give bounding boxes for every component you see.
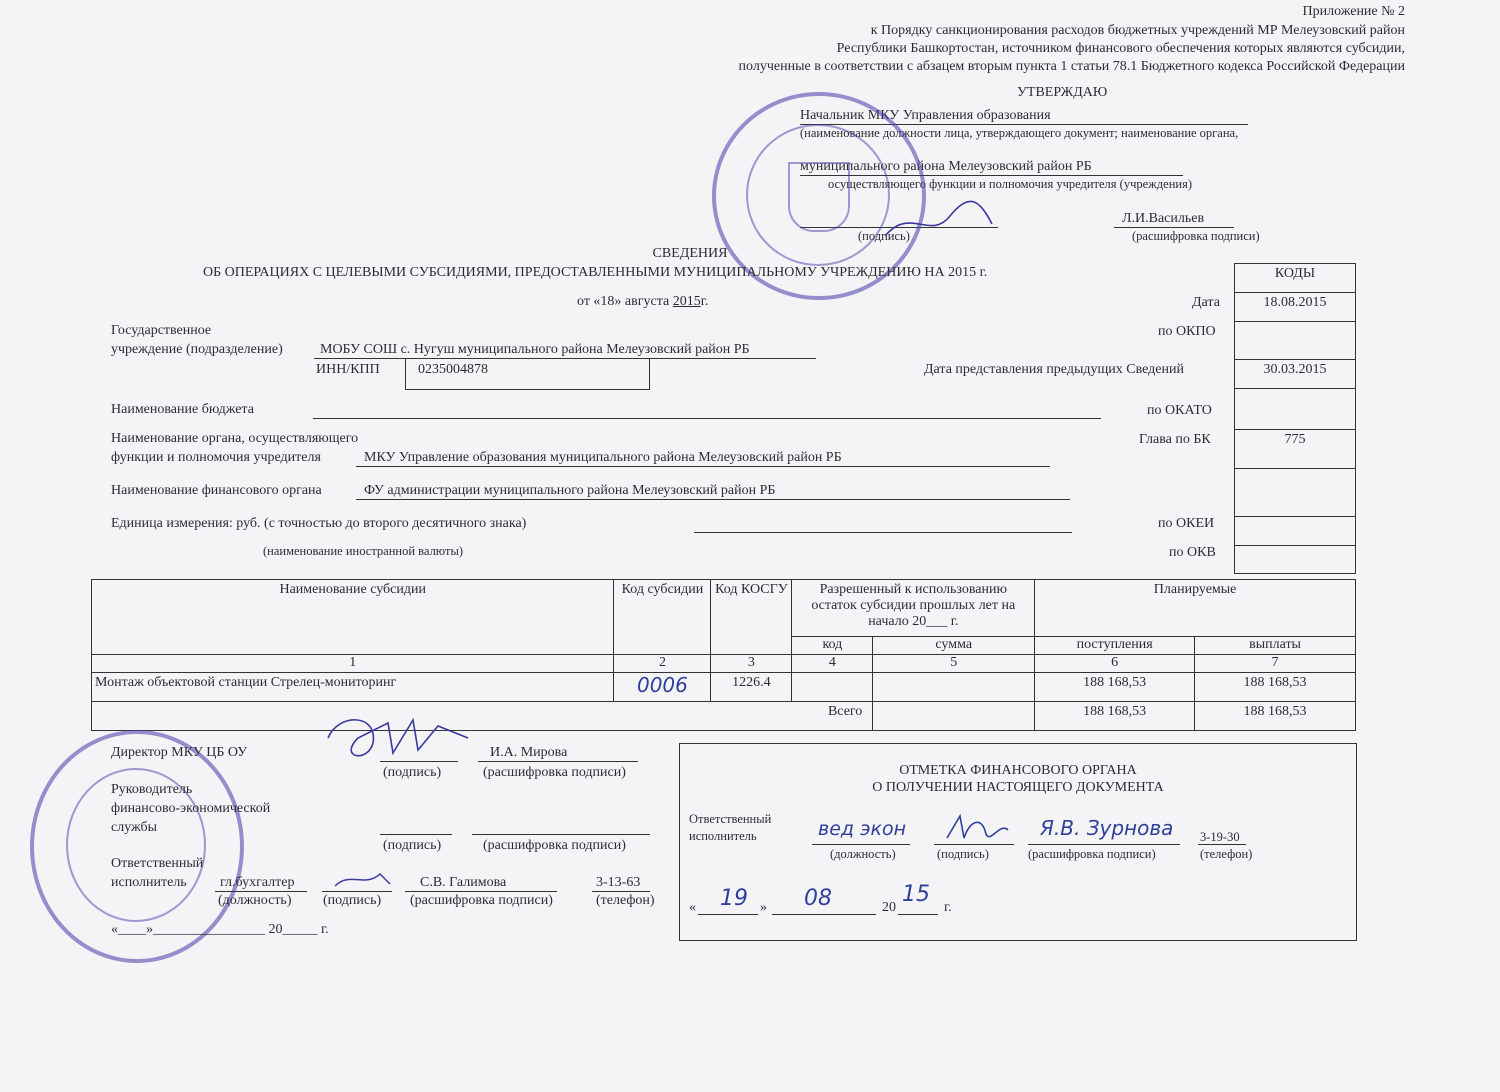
fin-phone-hint: (телефон) — [1200, 847, 1253, 861]
exec-position-line — [215, 891, 307, 892]
th-payments: выплаты — [1195, 637, 1356, 655]
exec-phone-hint: (телефон) — [596, 893, 655, 908]
exec-phone: 3-13-63 — [596, 875, 641, 890]
exec-label-2: исполнитель — [111, 875, 187, 890]
row-kosgu: 1226.4 — [711, 673, 792, 702]
fin-date-month: 08 — [804, 886, 832, 911]
fin-phone: 3-19-30 — [1200, 830, 1240, 844]
header-line-3: полученные в соответствии с абзацем вторым пункта 1 статьи 78.1 Бюджетного кодекса Российской Федерации — [738, 59, 1405, 74]
fin-date-month-line — [772, 914, 876, 915]
header-line-1: к Порядку санкционирования расходов бюджетных учреждений МР Мелеузовский район — [870, 23, 1405, 38]
codes-empty-cell — [1235, 469, 1356, 517]
approval-position-hint: (наименование должности лица, утверждающего документ; наименование органа, — [800, 126, 1239, 140]
fin-name-handwritten: Я.В. Зурнова — [1040, 816, 1174, 840]
head-label-2: финансово-экономической — [111, 801, 271, 816]
fin-name-hint: (расшифровка подписи) — [1028, 847, 1156, 861]
fin-sig-hint: (подпись) — [937, 847, 989, 861]
row-subsidy-code: 0006 — [614, 673, 711, 702]
fin-date-year: 15 — [902, 882, 930, 907]
inn-label: ИНН/КПП — [316, 362, 380, 377]
row-payments: 188 168,53 — [1195, 673, 1356, 702]
unit-label: Единица измерения: руб. (с точностью до второго десятичного знака) — [111, 516, 527, 531]
th-allowed-balance: Разрешенный к использованию остаток субсидии прошлых лет на начало 20___ г. — [792, 580, 1035, 637]
coat-of-arms-icon — [788, 162, 850, 232]
institution-value: МОБУ СОШ с. Нугуш муниципального района Мелеузовский район РБ — [320, 342, 750, 357]
codes-okato-label: по ОКАТО — [1147, 403, 1212, 418]
total-label: Всего — [92, 702, 873, 731]
director-name-line — [478, 761, 638, 762]
th-planned: Планируемые — [1035, 580, 1356, 637]
currency-hint: (наименование иностранной валюты) — [263, 544, 463, 558]
approval-name-hint: (расшифровка подписи) — [1132, 229, 1260, 243]
th-income: поступления — [1035, 637, 1195, 655]
institution-label-1: Государственное — [111, 323, 212, 338]
fin-exec-label-2: исполнитель — [689, 829, 757, 843]
institution-label-2: учреждение (подразделение) — [111, 342, 283, 357]
exec-signature-icon — [330, 866, 400, 894]
codes-okato-value — [1235, 389, 1356, 430]
col-num-3: 3 — [711, 655, 792, 673]
fin-organ-label: Наименование финансового органа — [111, 483, 322, 498]
codes-okei-value — [1235, 517, 1356, 546]
fin-date-mid: » — [760, 900, 767, 915]
director-sig-hint: (подпись) — [383, 765, 442, 780]
codes-prev-value: 30.03.2015 — [1235, 360, 1356, 389]
report-date: от «18» августа 2015г. — [577, 294, 709, 309]
fin-phone-line — [1198, 844, 1246, 845]
approval-signature-icon — [880, 196, 1000, 246]
fin-position-hint: (должность) — [830, 847, 896, 861]
codes-bk-label: Глава по БК — [1139, 432, 1211, 447]
col-num-4: 4 — [792, 655, 873, 673]
fin-date-end: г. — [944, 900, 952, 915]
approval-signature-hint: (подпись) — [858, 229, 910, 243]
subsidy-table — [91, 579, 1356, 731]
head-name-hint: (расшифровка подписи) — [483, 838, 626, 853]
codes-header: КОДЫ — [1235, 264, 1356, 293]
table-total-row — [92, 702, 1356, 731]
exec-position: гл.бухгалтер — [220, 875, 295, 890]
fin-signature-line — [934, 844, 1014, 845]
header-line-2: Республики Башкортостан, источником финансового обеспечения которых являются субсидии, — [836, 41, 1405, 56]
founder-line — [356, 466, 1050, 467]
fin-name-line — [1028, 844, 1180, 845]
codes-okv-label: по ОКВ — [1169, 545, 1216, 560]
approval-name: Л.И.Васильев — [1122, 211, 1205, 226]
head-signature-line — [380, 834, 452, 835]
signatures-date-line: «____»________________ 20_____ г. — [111, 922, 329, 937]
approval-position: Начальник МКУ Управления образования — [800, 108, 1051, 123]
founder-value: МКУ Управление образования муниципального района Мелеузовский район РБ — [364, 450, 842, 465]
approval-organ-hint: осуществляющего функции и полномочия учредителя (учреждения) — [828, 177, 1193, 191]
director-signature-line — [380, 761, 458, 762]
total-payments: 188 168,53 — [1195, 702, 1356, 731]
fin-organ-line — [356, 499, 1070, 500]
table-row — [92, 673, 1356, 702]
codes-date-value: 18.08.2015 — [1235, 293, 1356, 322]
budget-line — [313, 418, 1101, 419]
approval-title: УТВЕРЖДАЮ — [1017, 85, 1108, 100]
inn-box — [405, 358, 650, 390]
fin-date-century: 20 — [882, 900, 896, 915]
total-income: 188 168,53 — [1035, 702, 1195, 731]
codes-okpo-label: по ОКПО — [1158, 324, 1216, 339]
th-subsidy-name: Наименование субсидии — [92, 580, 614, 655]
fin-organ-value: ФУ администрации муниципального района Мелеузовский район РБ — [364, 483, 776, 498]
row-subsidy-name: Монтаж объектовой станции Стрелец-мониторинг — [92, 673, 614, 702]
col-num-1: 1 — [92, 655, 614, 673]
fin-signature-icon — [942, 810, 1012, 846]
director-signature-icon — [318, 708, 478, 768]
director-label: Директор МКУ ЦБ ОУ — [111, 745, 248, 760]
th-kod: код — [792, 637, 873, 655]
th-kosgu: Код КОСГУ — [711, 580, 792, 655]
exec-name-hint: (расшифровка подписи) — [410, 893, 553, 908]
col-num-5: 5 — [873, 655, 1035, 673]
row-income: 188 168,53 — [1035, 673, 1195, 702]
col-num-6: 6 — [1035, 655, 1195, 673]
head-label-1: Руководитель — [111, 782, 193, 797]
founder-label-1: Наименование органа, осуществляющего — [111, 431, 359, 446]
codes-okv-value — [1235, 546, 1356, 574]
title-line-2: ОБ ОПЕРАЦИЯХ С ЦЕЛЕВЫМИ СУБСИДИЯМИ, ПРЕДОСТАВЛЕННЫМИ МУНИЦИПАЛЬНОМУ УЧРЕЖДЕНИЮ НА 2015 г. — [203, 265, 988, 280]
director-name: И.А. Мирова — [490, 745, 568, 760]
exec-phone-line — [592, 891, 650, 892]
fin-date-day: 19 — [720, 886, 748, 911]
approval-name-line — [1114, 227, 1234, 228]
col-num-2: 2 — [614, 655, 711, 673]
codes-bk-value: 775 — [1235, 430, 1356, 469]
codes-table — [1234, 263, 1356, 574]
fin-position-handwritten: вед экон — [818, 818, 907, 840]
fin-date-year-line — [898, 914, 938, 915]
th-subsidy-code: Код субсидии — [614, 580, 711, 655]
codes-okpo-value — [1235, 322, 1356, 360]
fin-date-day-line — [698, 914, 758, 915]
row-sum — [873, 673, 1035, 702]
inn-value: 0235004878 — [418, 362, 488, 377]
fin-mark-title-2: О ПОЛУЧЕНИИ НАСТОЯЩЕГО ДОКУМЕНТА — [872, 780, 1164, 795]
col-num-7: 7 — [1195, 655, 1356, 673]
exec-position-hint: (должность) — [218, 893, 292, 908]
total-sum — [873, 702, 1035, 731]
head-label-3: службы — [111, 820, 158, 835]
fin-exec-label-1: Ответственный — [689, 812, 772, 826]
codes-prev-label: Дата представления предыдущих Сведений — [924, 362, 1184, 377]
appendix-number: Приложение № 2 — [1302, 4, 1405, 19]
exec-label-1: Ответственный — [111, 856, 204, 871]
th-sum: сумма — [873, 637, 1035, 655]
fin-mark-box — [679, 743, 1357, 941]
fin-date-open: « — [689, 900, 696, 915]
title-line-1: СВЕДЕНИЯ — [652, 246, 728, 261]
unit-line — [694, 532, 1072, 533]
exec-signature-line — [322, 891, 392, 892]
fin-position-line — [812, 844, 910, 845]
codes-okei-label: по ОКЕИ — [1158, 516, 1215, 531]
budget-label: Наименование бюджета — [111, 402, 254, 417]
director-name-hint: (расшифровка подписи) — [483, 765, 626, 780]
head-name-line — [472, 834, 650, 835]
codes-date-label: Дата — [1192, 295, 1220, 310]
fin-mark-title-1: ОТМЕТКА ФИНАНСОВОГО ОРГАНА — [899, 763, 1137, 778]
approval-organ: муниципального района Мелеузовский район РБ — [800, 159, 1092, 174]
exec-sig-hint: (подпись) — [323, 893, 382, 908]
exec-name-line — [405, 891, 557, 892]
row-kod — [792, 673, 873, 702]
head-sig-hint: (подпись) — [383, 838, 442, 853]
exec-name: С.В. Галимова — [420, 875, 507, 890]
founder-label-2: функции и полномочия учредителя — [111, 450, 321, 465]
